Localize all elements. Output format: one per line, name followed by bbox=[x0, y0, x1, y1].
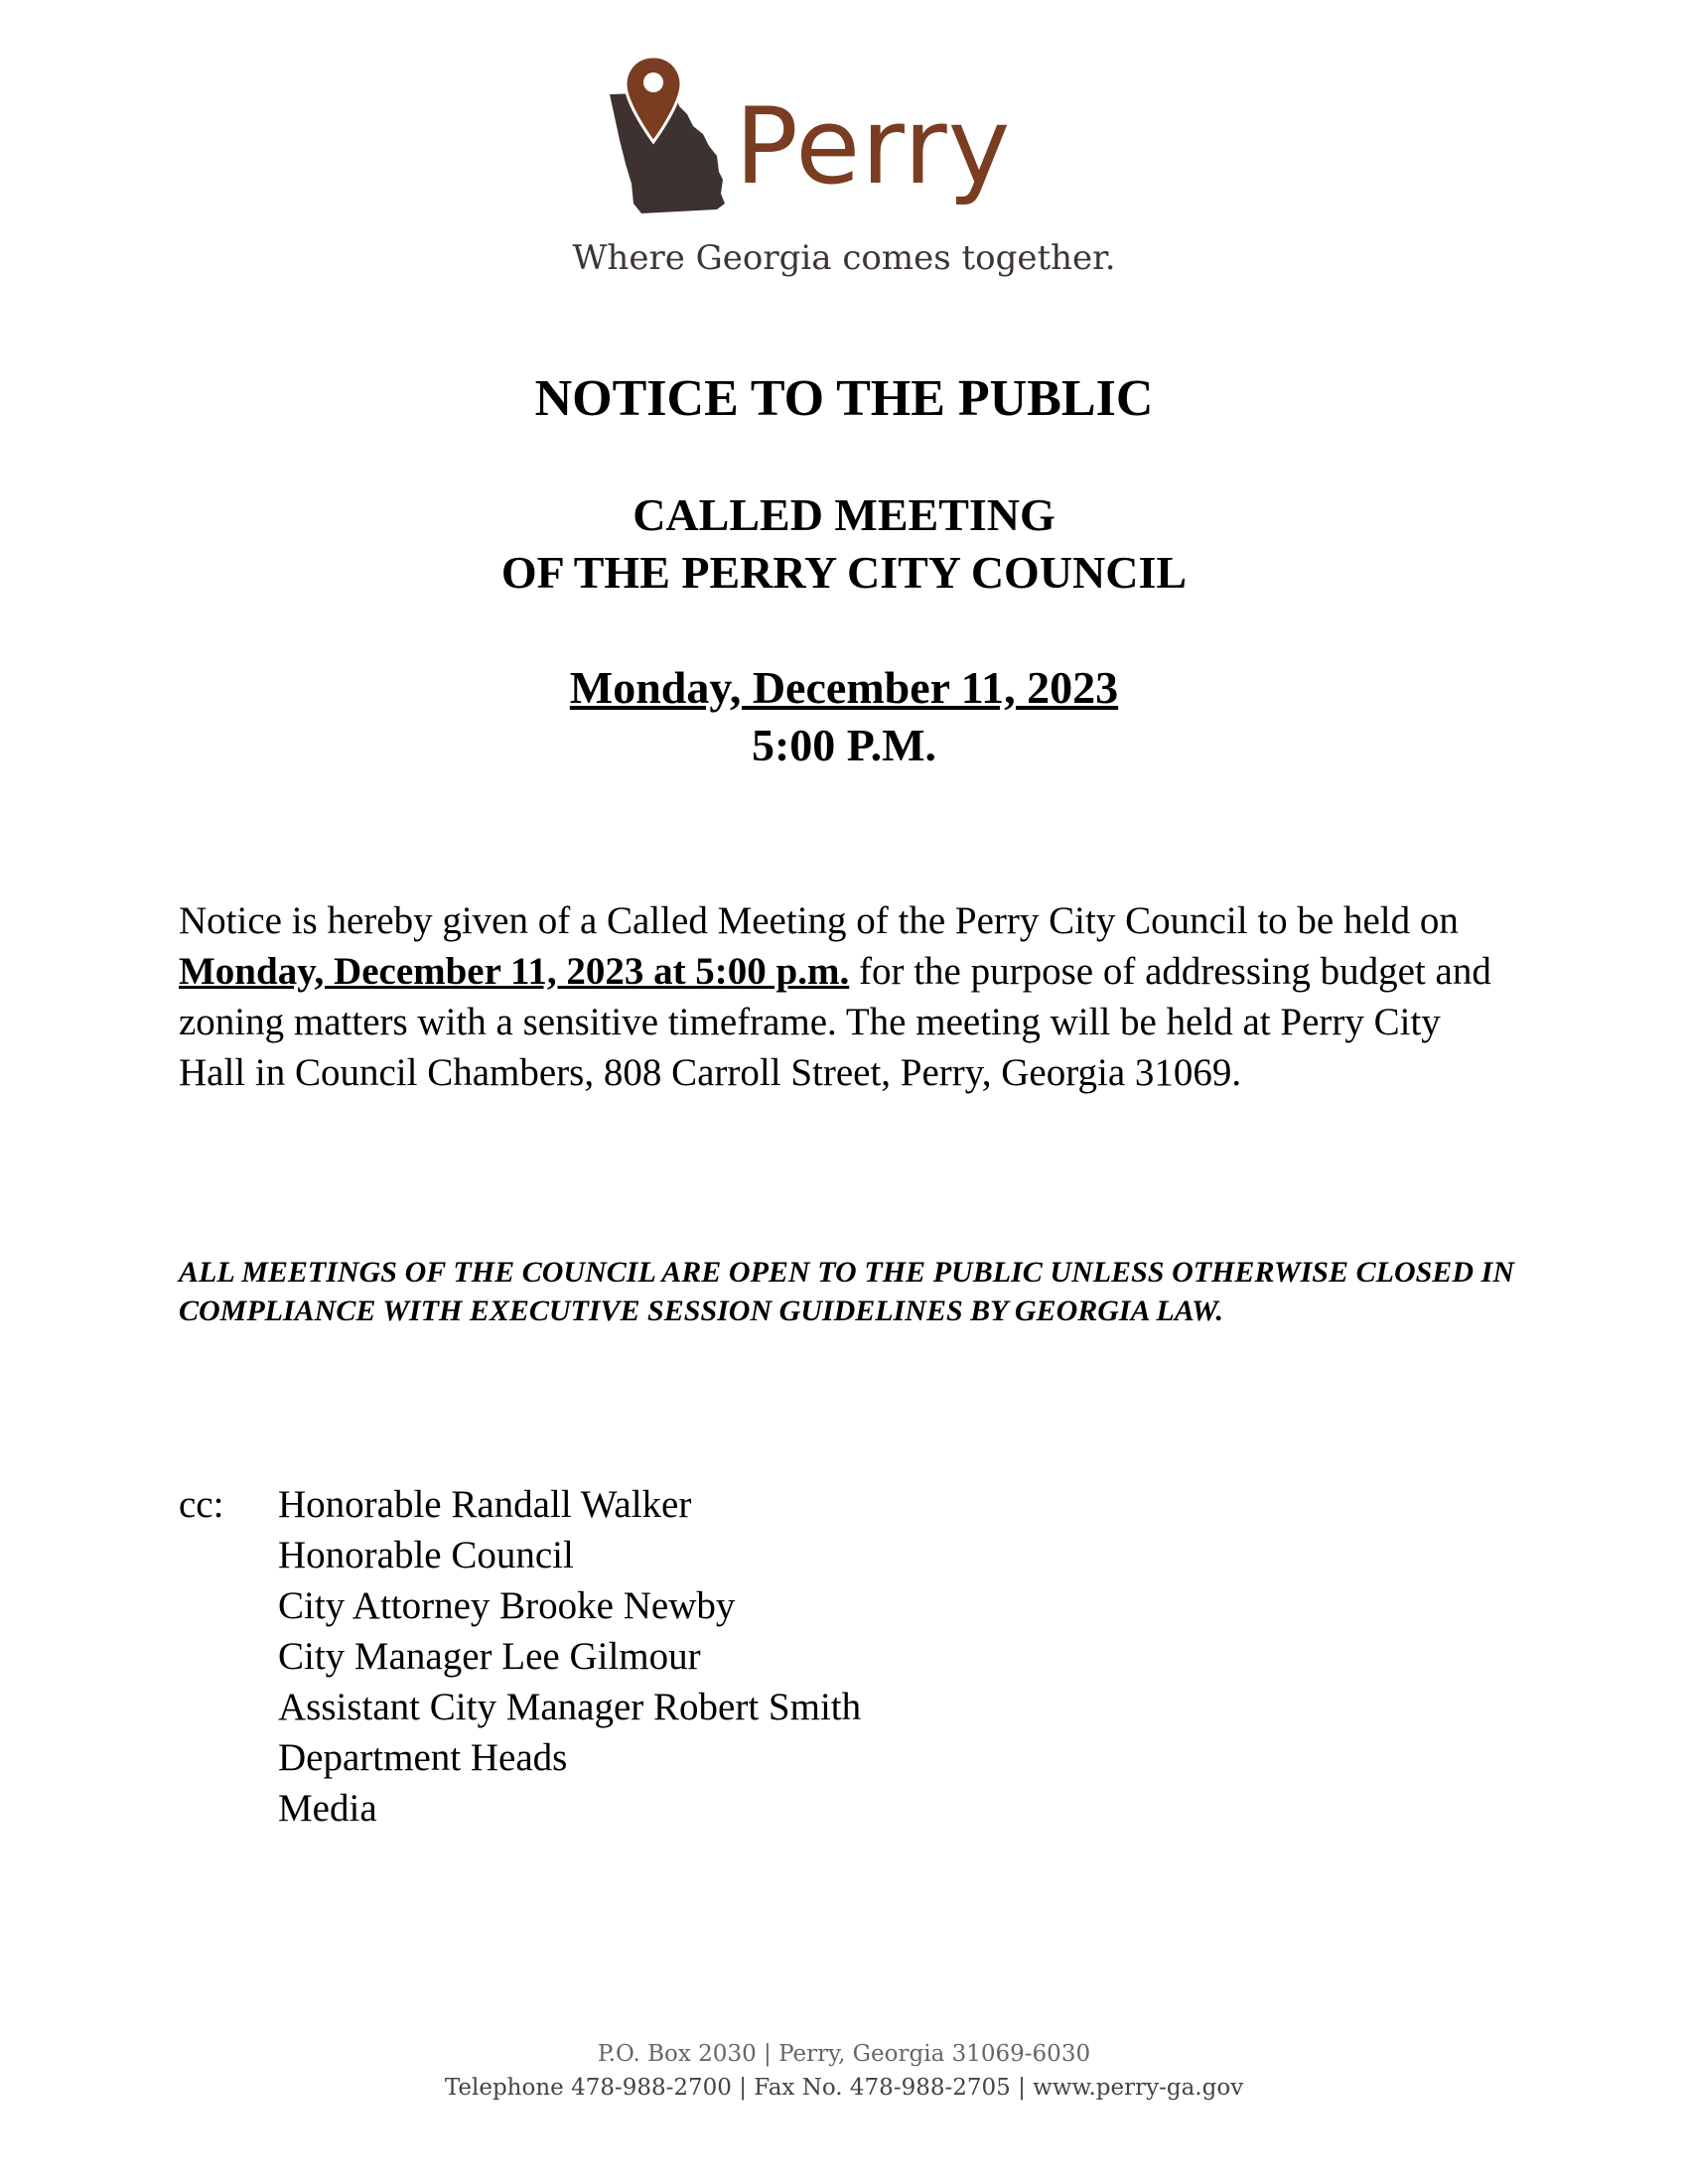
georgia-map-pin-icon bbox=[606, 55, 735, 233]
cc-recipient: City Manager Lee Gilmour bbox=[278, 1635, 701, 1678]
body-emphasis-datetime: Monday, December 11, 2023 at 5:00 p.m. bbox=[179, 950, 850, 993]
meeting-heading bbox=[0, 486, 1688, 602]
meeting-datetime bbox=[0, 659, 1688, 774]
open-meetings-notice: ALL MEETINGS OF THE COUNCIL ARE OPEN TO THE PUBLIC UNLESS OTHERWISE CLOSED IN COMPLIANCE WITH EXECUTIVE SESSION GUIDELINES BY GEORGIA LAW. bbox=[179, 1256, 1514, 1327]
cc-recipient: Department Heads bbox=[278, 1736, 568, 1779]
body-part-2: for the purpose of addressing budget and zoning matters with a sensitive timeframe. The meeting will be held at Perry City Hall in Council Chambers, 808 Carroll Street, Perry, Georgia 31069. bbox=[179, 950, 1491, 1094]
footer-contact: Telephone 478-988-2700 | Fax No. 478-988-2705 | www.perry-ga.gov bbox=[444, 2075, 1244, 2101]
meeting-line-1: CALLED MEETING bbox=[633, 489, 1055, 540]
cc-recipient: Honorable Council bbox=[278, 1534, 574, 1576]
cc-recipient-list bbox=[278, 1479, 1172, 1834]
logo-wordmark: Perry bbox=[735, 85, 1012, 207]
meeting-time: 5:00 P.M. bbox=[751, 720, 937, 770]
meeting-date: Monday, December 11, 2023 bbox=[569, 662, 1119, 713]
letterhead-footer bbox=[0, 2037, 1688, 2105]
notice-title: NOTICE TO THE PUBLIC bbox=[534, 370, 1154, 427]
cc-recipient: City Attorney Brooke Newby bbox=[278, 1584, 736, 1627]
cc-recipient: Media bbox=[278, 1787, 377, 1830]
notice-body bbox=[179, 895, 1514, 1098]
meeting-line-2: OF THE PERRY CITY COUNCIL bbox=[500, 547, 1188, 598]
body-part-1: Notice is hereby given of a Called Meeting of the Perry City Council to be held on bbox=[179, 899, 1459, 942]
cc-label: cc: bbox=[179, 1483, 224, 1526]
cc-recipient: Honorable Randall Walker bbox=[278, 1483, 692, 1526]
tagline: Where Georgia comes together. bbox=[572, 238, 1116, 278]
footer-address: P.O. Box 2030 | Perry, Georgia 31069-6030 bbox=[597, 2041, 1091, 2067]
cc-recipient: Assistant City Manager Robert Smith bbox=[278, 1686, 862, 1728]
